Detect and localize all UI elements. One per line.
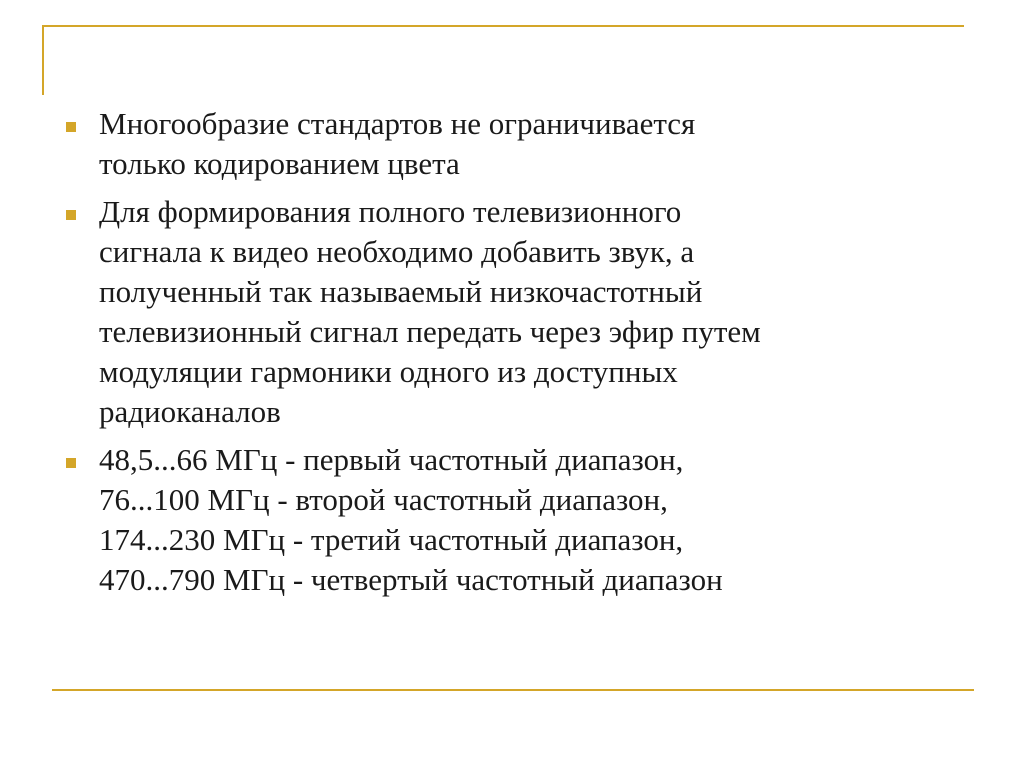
frame-left-rule [42,25,44,95]
bullet-line: Для формирования полного телевизионного [99,194,682,229]
bullet-line: 48,5...66 МГц - первый частотный диапазон, [99,442,684,477]
bullet-line: только кодированием цвета [99,146,460,181]
bullet-line: телевизионный сигнал передать через эфир путем [99,314,761,349]
bullet-line: 470...790 МГц - четвертый частотный диапазон [99,562,723,597]
bullet-item [60,192,990,432]
bullet-line: модуляции гармоники одного из доступных [99,354,678,389]
square-bullet-icon [66,458,76,468]
bullet-item [60,440,990,600]
bullet-line: сигнала к видео необходимо добавить звук, а [99,234,695,269]
frame-bottom-rule [52,689,974,691]
square-bullet-icon [66,210,76,220]
bullet-item [60,104,990,184]
bullet-list [60,104,990,608]
bullet-line: Многообразие стандартов не ограничивается [99,106,696,141]
bullet-line: радиоканалов [99,394,281,429]
bullet-line: 76...100 МГц - второй частотный диапазон, [99,482,668,517]
frame-top-rule [42,25,964,27]
bullet-line: полученный так называемый низкочастотный [99,274,703,309]
square-bullet-icon [66,122,76,132]
bullet-line: 174...230 МГц - третий частотный диапазон, [99,522,684,557]
